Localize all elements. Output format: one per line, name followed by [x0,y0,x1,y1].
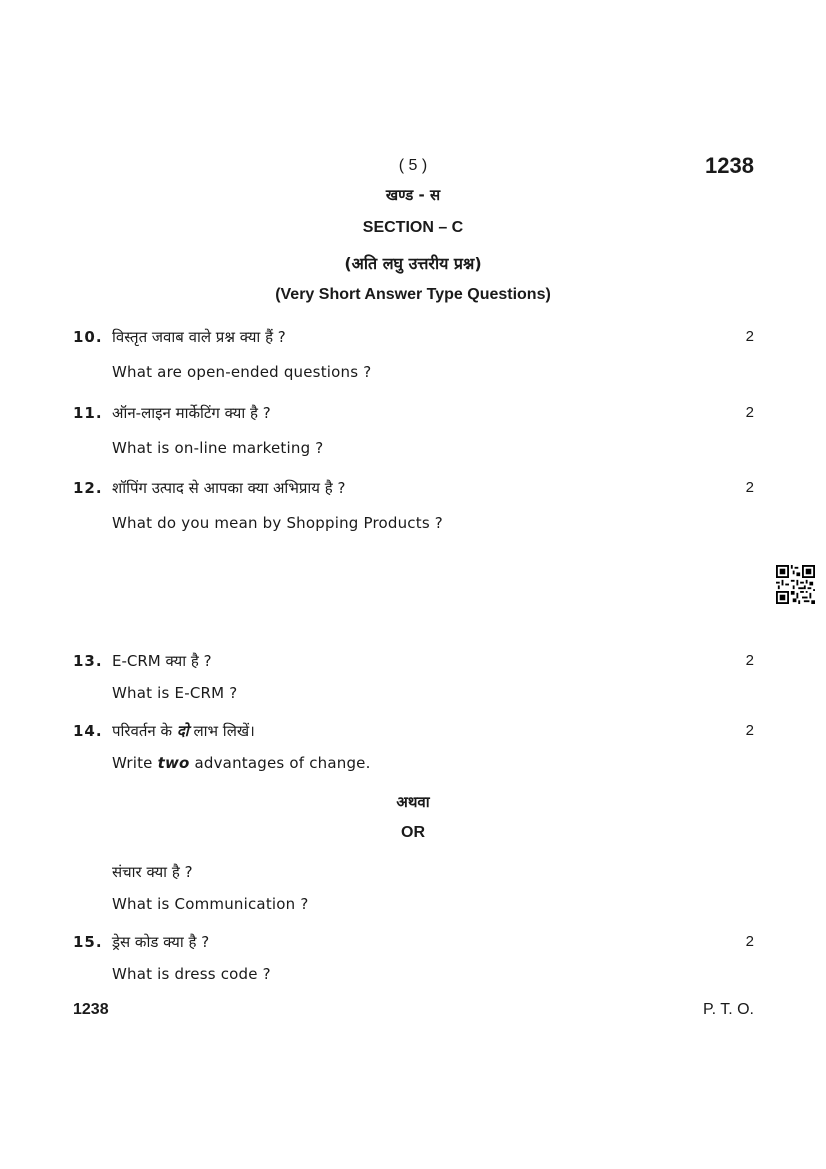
question-hindi: E-CRM क्या है ? [112,652,212,670]
question-number: 11. [73,404,103,422]
question-english: What is on-line marketing ? [112,439,324,457]
question-hindi [112,721,255,741]
question-english: What are open-ended questions ? [112,363,372,381]
section-hindi-subtitle: (अति लघु उत्तरीय प्रश्न) [344,254,482,273]
question-marks: 2 [745,404,754,421]
question-english: What do you mean by Shopping Products ? [112,514,443,532]
question-marks: 2 [745,652,754,669]
question-number: 12. [73,479,103,497]
or-english: OR [401,824,425,841]
paper-code-header: 1238 [705,153,754,178]
question-hindi: ड्रेस कोड क्या है ? [112,933,210,951]
question-marks: 2 [745,722,754,739]
question-english: What is dress code ? [112,965,271,983]
question-hindi-part: परिवर्तन के [112,722,177,740]
section-english-subtitle: (Very Short Answer Type Questions) [275,286,551,303]
question-hindi: ऑन-लाइन मार्केटिंग क्या है ? [112,404,271,422]
question-english-part: Write [112,754,158,772]
question-marks: 2 [745,933,754,950]
or-hindi: अथवा [396,793,430,811]
question-number: 14. [73,722,103,740]
alternative-english: What is Communication ? [112,895,309,913]
question-hindi-part: लाभ लिखें। [188,722,255,740]
section-hindi-title: खण्ड - स [385,186,441,204]
qr-code-icon [776,565,815,604]
question-number: 15. [73,933,103,951]
question-english [112,754,371,772]
section-english-title: SECTION – C [362,219,464,236]
question-english-part: advantages of change. [189,754,371,772]
emphasis-hindi: दो [176,722,189,740]
question-english: What is E-CRM ? [112,684,238,702]
footer-pto: P. T. O. [703,1001,754,1018]
alternative-hindi: संचार क्या है ? [112,863,193,881]
emphasis-english: two [157,754,190,772]
footer-paper-code: 1238 [73,1001,109,1018]
question-number: 13. [73,652,103,670]
question-number: 10. [73,328,103,346]
question-marks: 2 [745,328,754,345]
question-hindi: विस्तृत जवाब वाले प्रश्न क्या हैं ? [112,328,286,346]
page-number: ( 5 ) [398,157,428,174]
question-marks: 2 [745,479,754,496]
question-hindi: शॉपिंग उत्पाद से आपका क्या अभिप्राय है ? [112,479,346,497]
